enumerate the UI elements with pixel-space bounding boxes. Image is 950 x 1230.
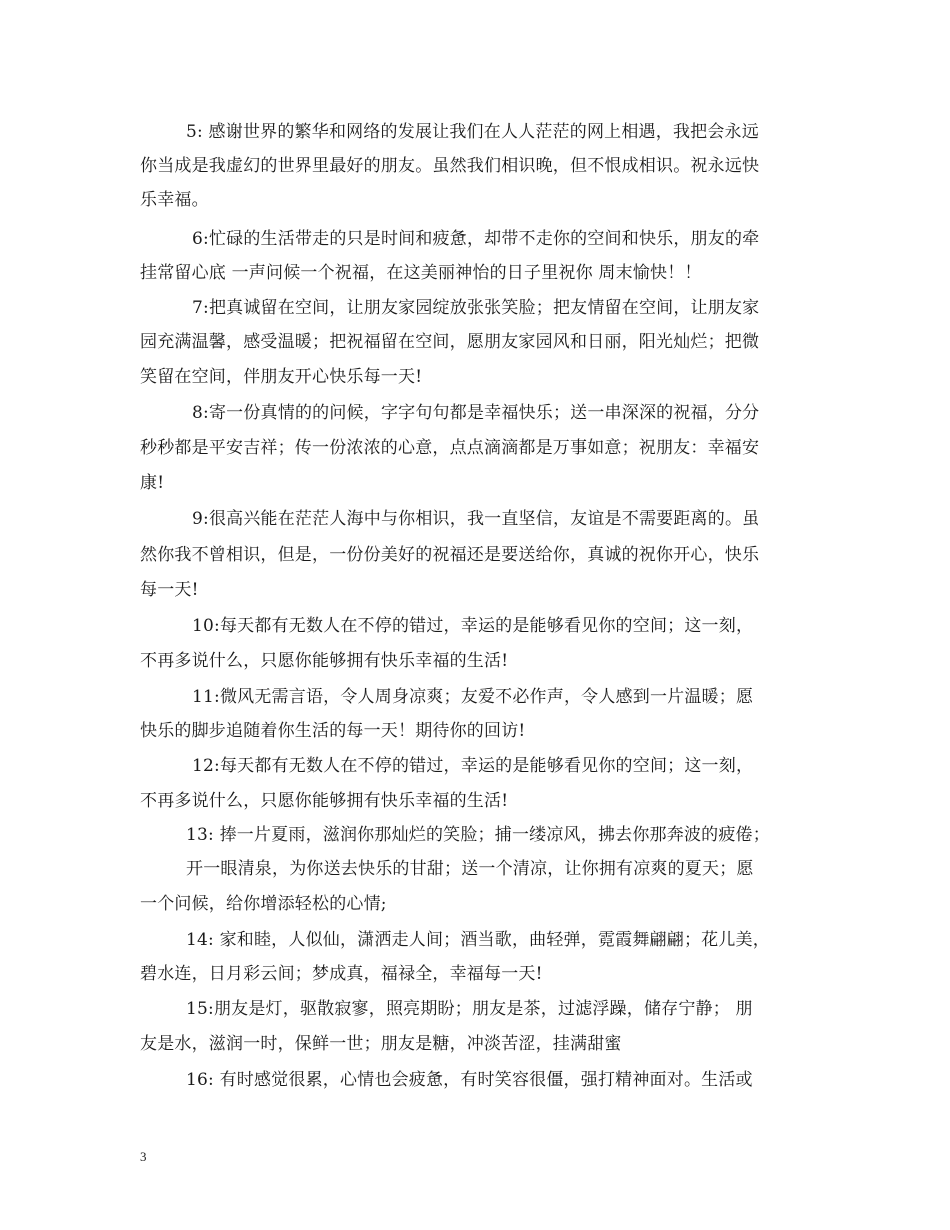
text-line: 挂常留心底 一声问候一个祝福，在这美丽神怡的日子里祝你 周末愉快！！ bbox=[140, 263, 702, 283]
text-line: 12:每天都有无数人在不停的错过，幸运的是能够看见你的空间；这一刻， bbox=[192, 756, 754, 776]
text-line: 不再多说什么，只愿你能够拥有快乐幸福的生活! bbox=[140, 651, 509, 671]
text-line: 快乐的脚步追随着你生活的每一天！期待你的回访! bbox=[140, 721, 526, 741]
text-line: 笑留在空间，伴朋友开心快乐每一天! bbox=[140, 367, 423, 387]
text-line: 开一眼清泉，为你送去快乐的甘甜；送一个清凉，让你拥有凉爽的夏天；愿 bbox=[186, 859, 754, 879]
text-line: 一个问候，给你增添轻松的心情; bbox=[140, 894, 387, 914]
text-line: 6:忙碌的生活带走的只是时间和疲惫，却带不走你的空间和快乐，朋友的牵 bbox=[192, 229, 760, 249]
page-number: 3 bbox=[140, 1149, 147, 1164]
text-line: 不再多说什么，只愿你能够拥有快乐幸福的生活! bbox=[140, 791, 509, 811]
text-line: 13: 捧一片夏雨，滋润你那灿烂的笑脸；捕一缕凉风，拂去你那奔波的疲倦； bbox=[186, 825, 770, 845]
text-line: 5: 感谢世界的繁华和网络的发展让我们在人人茫茫的网上相遇，我把会永远 bbox=[186, 122, 759, 142]
text-line: 康! bbox=[140, 473, 165, 493]
text-line: 8:寄一份真情的的问候，字字句句都是幸福快乐；送一串深深的祝福，分分 bbox=[192, 403, 760, 423]
text-line: 乐幸福。 bbox=[140, 190, 209, 210]
text-line: 15:朋友是灯，驱散寂寥，照亮期盼；朋友是茶，过滤浮躁，储存宁静； 朋 bbox=[186, 999, 753, 1019]
text-line: 10:每天都有无数人在不停的错过，幸运的是能够看见你的空间；这一刻， bbox=[192, 616, 754, 636]
text-line: 14: 家和睦，人似仙，潇洒走人间；酒当歌，曲轻弹，霓霞舞翩翩；花儿美， bbox=[186, 930, 770, 950]
text-line: 园充满温馨，感受温暖；把祝福留在空间，愿朋友家园风和日丽，阳光灿烂；把微 bbox=[140, 332, 760, 352]
text-line: 碧水连，日月彩云间；梦成真，福禄全，幸福每一天! bbox=[140, 964, 543, 984]
text-line: 9:很高兴能在茫茫人海中与你相识，我一直坚信，友谊是不需要距离的。虽 bbox=[192, 509, 760, 529]
text-line: 秒秒都是平安吉祥；传一份浓浓的心意，点点滴滴都是万事如意；祝朋友：幸福安 bbox=[140, 438, 760, 458]
text-line: 每一天! bbox=[140, 580, 199, 600]
text-line: 你当成是我虚幻的世界里最好的朋友。虽然我们相识晚，但不恨成相识。祝永远快 bbox=[140, 156, 760, 176]
text-line: 16: 有时感觉很累，心情也会疲惫，有时笑容很僵，强打精神面对。生活或 bbox=[186, 1070, 753, 1090]
text-line: 11:微风无需言语，令人周身凉爽；友爱不必作声，令人感到一片温暖；愿 bbox=[192, 687, 754, 707]
text-line: 然你我不曾相识，但是，一份份美好的祝福还是要送给你，真诚的祝你开心，快乐 bbox=[140, 545, 760, 565]
text-line: 7:把真诚留在空间，让朋友家园绽放张张笑脸；把友情留在空间，让朋友家 bbox=[192, 298, 760, 318]
text-line: 友是水，滋润一时，保鲜一世；朋友是糖，冲淡苦涩，挂满甜蜜 bbox=[140, 1034, 622, 1054]
